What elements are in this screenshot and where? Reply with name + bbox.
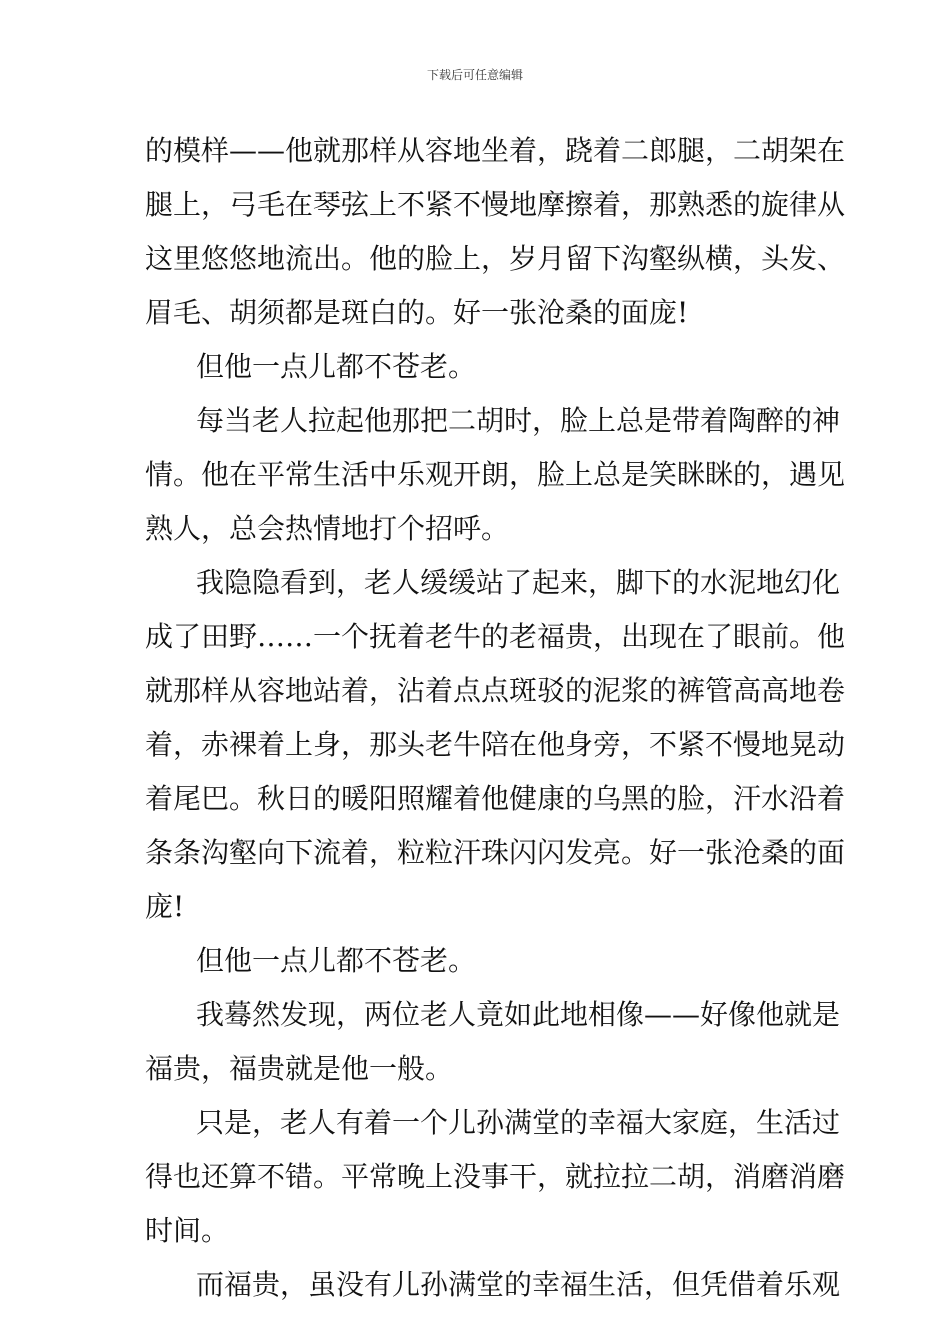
text-line: 着，赤裸着上身，那头老牛陪在他身旁，不紧不慢地晃动 — [145, 728, 846, 761]
page-header: 下载后可任意编辑 — [426, 68, 523, 82]
text-line: 我隐隐看到，老人缓缓站了起来，脚下的水泥地幻化 — [196, 566, 841, 599]
text-line: 时间。 — [145, 1214, 230, 1247]
text-line: 但他一点儿都不苍老。 — [196, 350, 477, 383]
text-line: 庞! — [145, 890, 185, 923]
text-line: 眉毛、胡须都是斑白的。好一张沧桑的面庞! — [145, 296, 689, 329]
text-line: 情。他在平常生活中乐观开朗，脸上总是笑眯眯的，遇见 — [145, 458, 846, 491]
text-line: 着尾巴。秋日的暖阳照耀着他健康的乌黑的脸，汗水沿着 — [145, 782, 846, 815]
text-line: 熟人，总会热情地打个招呼。 — [145, 512, 510, 545]
text-line: 条条沟壑向下流着，粒粒汗珠闪闪发亮。好一张沧桑的面 — [145, 836, 846, 869]
text-line: 得也还算不错。平常晚上没事干，就拉拉二胡，消磨消磨 — [145, 1160, 846, 1193]
text-line: 只是，老人有着一个儿孙满堂的幸福大家庭，生活过 — [196, 1106, 841, 1139]
text-line: 成了田野……一个抚着老牛的老福贵，出现在了眼前。他 — [145, 620, 846, 653]
text-line: 我蓦然发现，两位老人竟如此地相像——好像他就是 — [196, 998, 841, 1031]
text-line: 每当老人拉起他那把二胡时，脸上总是带着陶醉的神 — [196, 404, 841, 437]
text-line: 而福贵，虽没有儿孙满堂的幸福生活，但凭借着乐观 — [196, 1268, 841, 1301]
text-line: 就那样从容地站着，沾着点点斑驳的泥浆的裤管高高地卷 — [145, 674, 846, 707]
text-line: 腿上，弓毛在琴弦上不紧不慢地摩擦着，那熟悉的旋律从 — [145, 188, 846, 221]
text-line: 但他一点儿都不苍老。 — [196, 944, 477, 977]
document-body — [145, 124, 846, 1312]
text-line: 这里悠悠地流出。他的脸上，岁月留下沟壑纵横，头发、 — [145, 242, 846, 275]
text-line: 的模样——他就那样从容地坐着，跷着二郎腿，二胡架在 — [145, 134, 846, 167]
text-line: 福贵，福贵就是他一般。 — [145, 1052, 454, 1085]
